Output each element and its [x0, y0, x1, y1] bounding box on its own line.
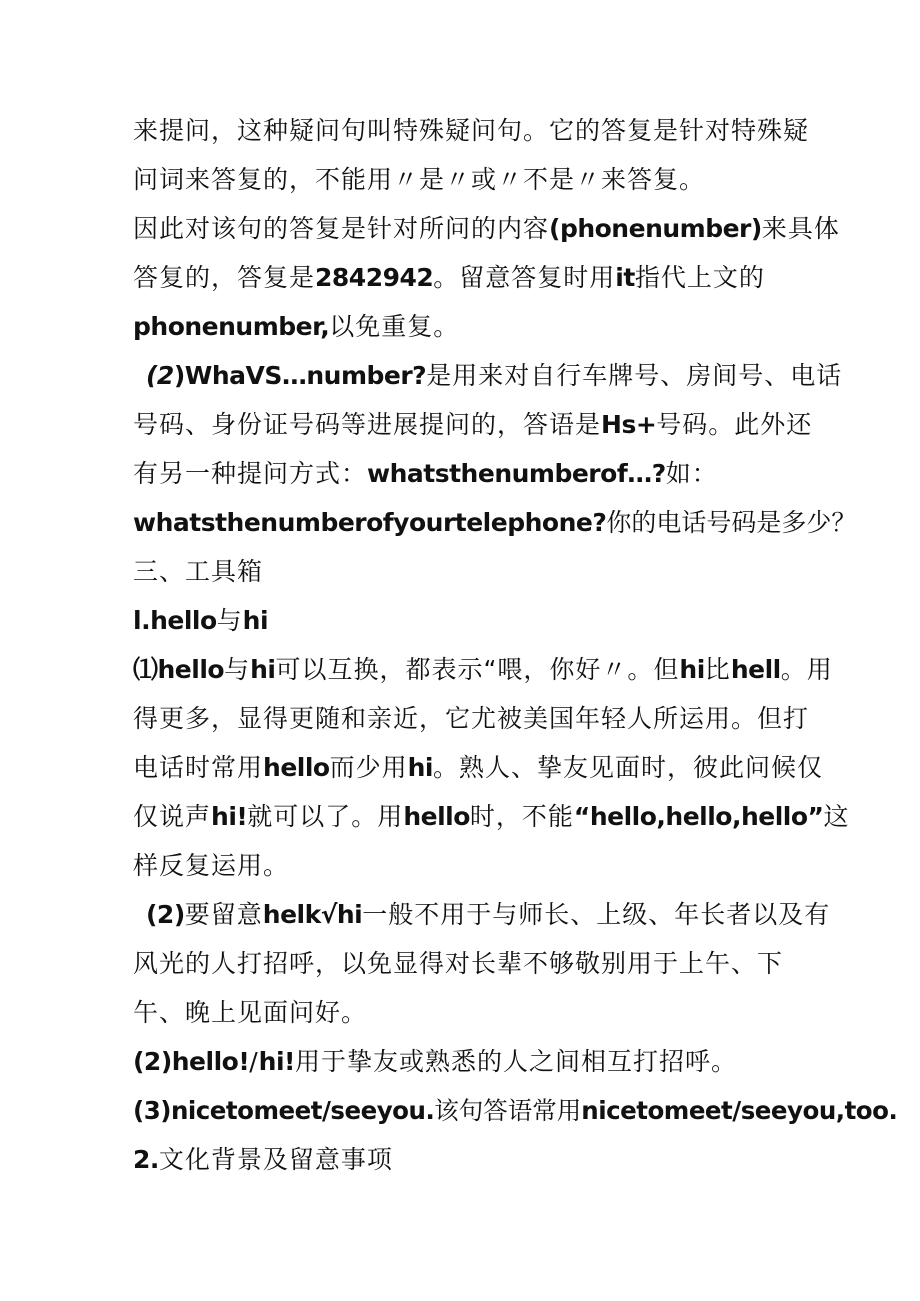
text: 。留意答复时用 [433, 263, 616, 292]
paragraph-line-8 [133, 457, 718, 491]
bold-text: whatsthenumberofyourtelephone? [133, 508, 607, 537]
text: 而少用 [329, 753, 408, 782]
text: 文化背景及留意事项 [158, 1145, 393, 1174]
paragraph-line-7 [133, 408, 812, 442]
text: 三、工具箱 [133, 557, 264, 586]
text: 得更多，显得更随和亲近，它尤被美国年轻人所运用。但打 [133, 704, 810, 733]
bold-text: nicetomeet/seeyou,too. [581, 1096, 898, 1125]
text: 比 [704, 655, 731, 684]
text: / [249, 1047, 259, 1076]
text: 你的电话号码是多少？ [606, 508, 857, 537]
text: 这 [823, 802, 850, 831]
text: 如： [665, 459, 718, 488]
text: 可以互换，都表示“喂，你好〃。但 [275, 655, 680, 684]
paragraph-line-16 [133, 849, 289, 883]
paragraph-line-19 [133, 996, 367, 1030]
text: 一般不用于与师长、上级、年长者以及有 [362, 900, 831, 929]
bold-text: hi [250, 655, 276, 684]
paragraph-line-5 [133, 310, 459, 344]
bold-text: helk√hi [262, 900, 363, 929]
bold-text: hi [242, 606, 269, 635]
text: 。熟人、挚友见面时，彼此问候仅 [432, 753, 823, 782]
subheading [133, 1143, 393, 1177]
text: 来具体 [761, 214, 840, 243]
bold-text: Hs+ [601, 410, 657, 439]
text: 号码、身份证号码等进展提问的，答语是 [133, 410, 602, 439]
paragraph-line-2 [133, 163, 705, 197]
bold-text: hi [679, 655, 705, 684]
bold-number: 2842942 [315, 263, 434, 292]
bold-text: hello [403, 802, 470, 831]
paragraph-line-9 [133, 506, 856, 540]
text: 来提问，这种疑问句叫特殊疑问句。它的答复是针对特殊疑 [133, 116, 810, 145]
text: 答复的，答复是 [133, 263, 316, 292]
bold-text: (phonenumber) [549, 214, 762, 243]
bold-text: “hello,hello,hello” [573, 802, 824, 831]
text: 时，不能 [469, 802, 574, 831]
paragraph-line-21 [133, 1094, 897, 1128]
text: 用于挚友或熟悉的人之间相互打招呼。 [294, 1047, 737, 1076]
bold-text: hell [730, 655, 781, 684]
text: 午、晚上见面问好。 [133, 998, 368, 1027]
paragraph-line-4 [133, 261, 765, 295]
bold-text: hi! [258, 1047, 295, 1076]
bold-text: it [615, 263, 635, 292]
bold-text: hi! [211, 802, 248, 831]
text: 与 [224, 655, 251, 684]
paragraph-line-13 [133, 702, 809, 736]
text: 是用来对自行车牌号、房间号、电话 [426, 361, 843, 390]
paragraph-line-6 [146, 359, 842, 393]
text: 与 [216, 606, 243, 635]
bold-text: (2 [146, 361, 174, 390]
text: 有另一种提问方式： [133, 459, 368, 488]
text: 要留意 [184, 900, 263, 929]
paragraph-line-18 [133, 947, 783, 981]
bold-text: ⑴hello [133, 655, 225, 684]
bold-text: phonenumber, [133, 312, 330, 341]
text: 就可以了。用 [247, 802, 404, 831]
paragraph-line-14 [133, 751, 823, 785]
text: 风光的人打招呼，以免显得对长辈不够敬别用于上午、下 [133, 949, 784, 978]
bold-text: (2)hello! [133, 1047, 250, 1076]
subheading [133, 604, 268, 638]
text: 样反复运用。 [133, 851, 290, 880]
text: 。用 [780, 655, 833, 684]
text: 号码。此外还 [656, 410, 813, 439]
paragraph-line-1 [133, 114, 809, 148]
paragraph-line-15 [133, 800, 849, 834]
paragraph-line-12 [133, 653, 833, 687]
text: 仅说声 [133, 802, 212, 831]
bold-text: l.hello [133, 606, 217, 635]
text: 因此对该句的答复是针对所问的内容 [133, 214, 550, 243]
paragraph-line-20 [133, 1045, 737, 1079]
text: 以免重复。 [329, 312, 460, 341]
section-heading [133, 555, 263, 589]
bold-text: hello [263, 753, 330, 782]
text: 指代上文的 [634, 263, 765, 292]
bold-text: (3)nicetomeet/seeyou. [133, 1096, 435, 1125]
paragraph-line-3 [133, 212, 840, 246]
text: 问词来答复的，不能用〃是〃或〃不是〃来答复。 [133, 165, 706, 194]
paragraph-line-17 [146, 898, 830, 932]
bold-text: hi [407, 753, 433, 782]
bold-text: 2. [133, 1145, 159, 1174]
bold-text: (2) [146, 900, 185, 929]
bold-text: )WhaVS…number? [173, 361, 427, 390]
bold-text: whatsthenumberof…? [367, 459, 666, 488]
text: 该句答语常用 [434, 1096, 582, 1125]
text: 电话时常用 [133, 753, 264, 782]
